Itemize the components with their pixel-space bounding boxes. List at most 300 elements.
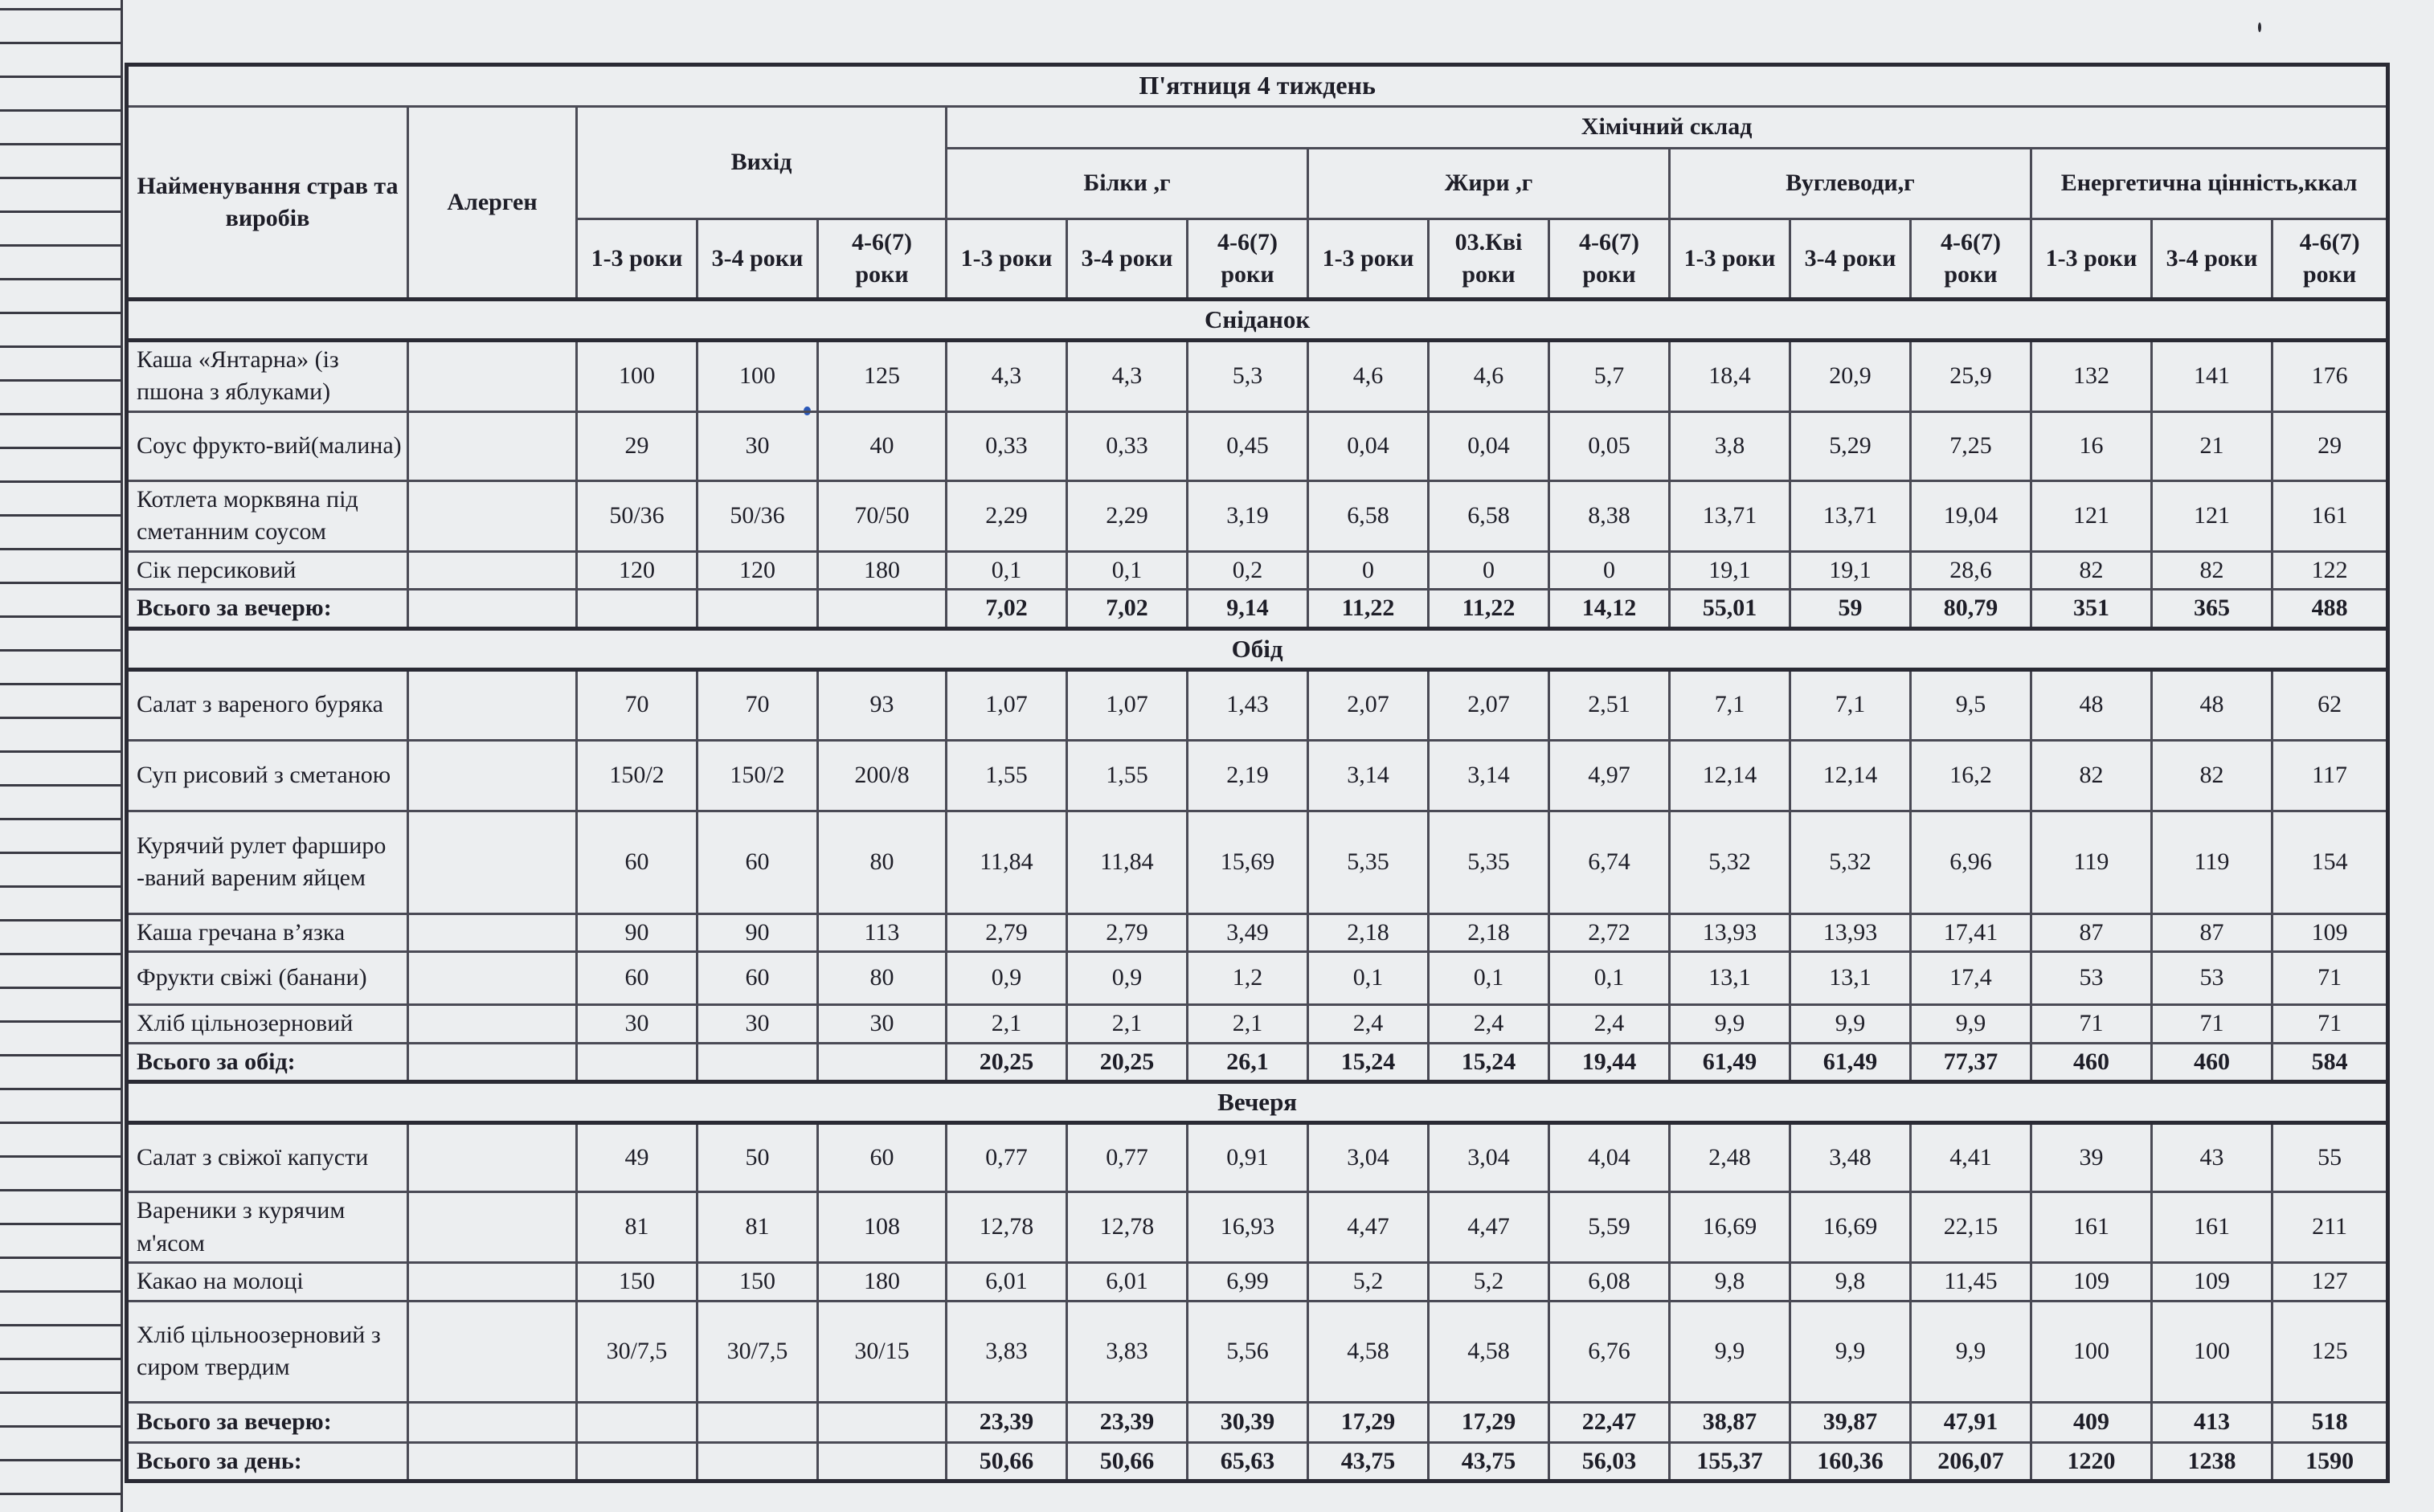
dish-value: 180	[818, 551, 947, 590]
dish-value: 0,1	[1067, 551, 1188, 590]
dish-value: 12,78	[947, 1192, 1067, 1263]
carbs-header: Вуглеводи,г	[1670, 149, 2031, 219]
dish-value: 6,58	[1429, 480, 1549, 551]
binder-line	[0, 244, 121, 247]
dish-value: 7,1	[1670, 669, 1790, 740]
total-value	[818, 590, 947, 629]
dish-value: 5,35	[1308, 811, 1429, 913]
dish-allergen	[408, 1192, 577, 1263]
total-value: 7,02	[947, 590, 1067, 629]
dish-value: 2,4	[1429, 1005, 1549, 1044]
dish-row	[127, 740, 2388, 811]
dish-value: 5,2	[1429, 1263, 1549, 1302]
dish-value: 16,93	[1188, 1192, 1308, 1263]
dish-name: Соус фрукто-вий(малина)	[127, 411, 408, 480]
binder-line	[0, 345, 121, 348]
dish-value: 6,96	[1911, 811, 2031, 913]
dish-value: 0,05	[1549, 411, 1670, 480]
dish-value: 0,77	[1067, 1123, 1188, 1192]
dish-row	[127, 411, 2388, 480]
section-total-row	[127, 1402, 2388, 1442]
total-value	[697, 1043, 818, 1082]
dish-value: 30	[697, 411, 818, 480]
dish-value: 16	[2031, 411, 2152, 480]
binder-line	[0, 514, 121, 517]
dish-value: 71	[2272, 952, 2388, 1005]
total-value: 22,47	[1549, 1402, 1670, 1442]
total-value: 61,49	[1670, 1043, 1790, 1082]
total-value: 17,29	[1308, 1402, 1429, 1442]
dish-allergen	[408, 913, 577, 952]
dish-value: 22,15	[1911, 1192, 2031, 1263]
dish-value: 150	[697, 1263, 818, 1302]
dish-value: 16,2	[1911, 740, 2031, 811]
dish-value: 53	[2152, 952, 2272, 1005]
dish-value: 2,07	[1429, 669, 1549, 740]
dish-value: 18,4	[1670, 340, 1790, 411]
total-value: 47,91	[1911, 1402, 2031, 1442]
binder-line	[0, 1223, 121, 1225]
dish-value: 60	[577, 811, 697, 913]
binder-line	[0, 582, 121, 584]
binder-line	[0, 1088, 121, 1090]
menu-body	[127, 65, 2388, 1481]
dish-name: Вареники з курячим м'ясом	[127, 1192, 408, 1263]
fats-header: Жири ,г	[1308, 149, 1670, 219]
day-total-value: 50,66	[1067, 1442, 1188, 1481]
dish-value: 30	[818, 1005, 947, 1044]
binder-line	[0, 1290, 121, 1293]
dish-value: 121	[2031, 480, 2152, 551]
dish-value: 4,04	[1549, 1123, 1670, 1192]
dish-row	[127, 1192, 2388, 1263]
dish-value: 9,9	[1670, 1301, 1790, 1402]
total-value	[818, 1043, 947, 1082]
dish-value: 4,6	[1308, 340, 1429, 411]
dish-value: 30/7,5	[697, 1301, 818, 1402]
dish-value: 109	[2031, 1263, 2152, 1302]
dish-value: 60	[577, 952, 697, 1005]
dish-value: 5,32	[1670, 811, 1790, 913]
dish-value: 82	[2152, 740, 2272, 811]
dish-value: 4,47	[1308, 1192, 1429, 1263]
dish-value: 30/7,5	[577, 1301, 697, 1402]
dish-value: 60	[818, 1123, 947, 1192]
binder-line	[0, 143, 121, 145]
dish-value: 200/8	[818, 740, 947, 811]
binder-line	[0, 42, 121, 44]
dish-value: 43	[2152, 1123, 2272, 1192]
dish-value: 11,84	[947, 811, 1067, 913]
dish-value: 19,04	[1911, 480, 2031, 551]
dish-value: 87	[2031, 913, 2152, 952]
binder-line	[0, 750, 121, 753]
binder-line	[0, 1020, 121, 1023]
dish-value: 6,01	[947, 1263, 1067, 1302]
ink-speck	[2258, 22, 2261, 32]
dish-allergen	[408, 1301, 577, 1402]
dish-value: 53	[2031, 952, 2152, 1005]
dish-value: 2,79	[947, 913, 1067, 952]
dish-value: 71	[2272, 1005, 2388, 1044]
dish-value: 4,58	[1429, 1301, 1549, 1402]
dish-value: 11,45	[1911, 1263, 2031, 1302]
header-row-1	[127, 107, 2388, 149]
dish-value: 21	[2152, 411, 2272, 480]
total-value: 61,49	[1790, 1043, 1911, 1082]
binder-line	[0, 1459, 121, 1461]
binder-line	[0, 447, 121, 449]
age-header: 3-4 роки	[1067, 219, 1188, 300]
dish-value: 2,29	[1067, 480, 1188, 551]
dish-value: 119	[2031, 811, 2152, 913]
dish-value: 0,91	[1188, 1123, 1308, 1192]
dish-name: Сік персиковий	[127, 551, 408, 590]
dish-name: Хліб цільнозерновий	[127, 1005, 408, 1044]
dish-value: 5,35	[1429, 811, 1549, 913]
dish-value: 81	[577, 1192, 697, 1263]
binder-line	[0, 8, 121, 10]
dish-value: 5,59	[1549, 1192, 1670, 1263]
dish-name: Курячий рулет фарширо -ваний вареним яйцем	[127, 811, 408, 913]
dish-value: 150/2	[577, 740, 697, 811]
dish-value: 9,9	[1790, 1301, 1911, 1402]
dish-allergen	[408, 1005, 577, 1044]
dish-value: 125	[2272, 1301, 2388, 1402]
dish-value: 70	[577, 669, 697, 740]
dish-value: 108	[818, 1192, 947, 1263]
dish-value: 0,1	[1549, 952, 1670, 1005]
dish-value: 0,45	[1188, 411, 1308, 480]
binder-line	[0, 1324, 121, 1326]
day-total-value: 1590	[2272, 1442, 2388, 1481]
dish-row	[127, 913, 2388, 952]
age-header: 3-4 роки	[2152, 219, 2272, 300]
dish-value: 16,69	[1670, 1192, 1790, 1263]
dish-row	[127, 1301, 2388, 1402]
dish-value: 6,08	[1549, 1263, 1670, 1302]
dish-name: Хліб цільноозерновий з сиром твердим	[127, 1301, 408, 1402]
dish-value: 17,4	[1911, 952, 2031, 1005]
dish-value: 5,2	[1308, 1263, 1429, 1302]
day-total-value: 65,63	[1188, 1442, 1308, 1481]
dish-value: 0,04	[1429, 411, 1549, 480]
dish-value: 4,97	[1549, 740, 1670, 811]
total-value: 460	[2152, 1043, 2272, 1082]
dish-value: 180	[818, 1263, 947, 1302]
dish-value: 1,43	[1188, 669, 1308, 740]
day-total-value	[818, 1442, 947, 1481]
dish-value: 1,07	[947, 669, 1067, 740]
dish-value: 6,01	[1067, 1263, 1188, 1302]
binder-line	[0, 548, 121, 550]
dish-value: 62	[2272, 669, 2388, 740]
age-header: 1-3 роки	[947, 219, 1067, 300]
dish-value: 113	[818, 913, 947, 952]
binder-line	[0, 413, 121, 415]
age-header: 4-6(7) роки	[818, 219, 947, 300]
total-allergen	[408, 1402, 577, 1442]
total-value: 30,39	[1188, 1402, 1308, 1442]
dish-value: 13,93	[1790, 913, 1911, 952]
dish-value: 4,41	[1911, 1123, 2031, 1192]
output-header: Вихід	[577, 107, 947, 219]
binder-line	[0, 312, 121, 314]
dish-value: 90	[697, 913, 818, 952]
total-value: 11,22	[1308, 590, 1429, 629]
total-value: 15,24	[1429, 1043, 1549, 1082]
dish-value: 154	[2272, 811, 2388, 913]
dish-value: 3,83	[1067, 1301, 1188, 1402]
dish-value: 2,1	[947, 1005, 1067, 1044]
binder-line	[0, 919, 121, 922]
total-value: 518	[2272, 1402, 2388, 1442]
dish-allergen	[408, 551, 577, 590]
dish-value: 6,74	[1549, 811, 1670, 913]
dish-value: 60	[697, 811, 818, 913]
dish-value: 0,33	[1067, 411, 1188, 480]
dish-value: 1,55	[1067, 740, 1188, 811]
total-value: 20,25	[1067, 1043, 1188, 1082]
binder-line	[0, 615, 121, 618]
dish-value: 80	[818, 952, 947, 1005]
dish-value: 109	[2272, 913, 2388, 952]
dish-value: 2,4	[1308, 1005, 1429, 1044]
dish-value: 19,1	[1670, 551, 1790, 590]
dish-value: 2,07	[1308, 669, 1429, 740]
section-title: Сніданок	[127, 300, 2388, 341]
dish-allergen	[408, 411, 577, 480]
dish-name: Салат з вареного буряка	[127, 669, 408, 740]
total-value	[697, 1402, 818, 1442]
total-value	[697, 590, 818, 629]
dish-value: 7,1	[1790, 669, 1911, 740]
dish-value: 90	[577, 913, 697, 952]
binder-line	[0, 683, 121, 685]
age-header: 1-3 роки	[1670, 219, 1790, 300]
age-header: 1-3 роки	[2031, 219, 2152, 300]
dish-row	[127, 340, 2388, 411]
age-header: 4-6(7) роки	[2272, 219, 2388, 300]
binder-line	[0, 885, 121, 888]
total-value: 23,39	[1067, 1402, 1188, 1442]
dish-value: 3,48	[1790, 1123, 1911, 1192]
dish-row	[127, 1005, 2388, 1044]
total-value: 38,87	[1670, 1402, 1790, 1442]
day-total-value: 50,66	[947, 1442, 1067, 1481]
dish-value: 16,69	[1790, 1192, 1911, 1263]
dish-value: 50/36	[697, 480, 818, 551]
dish-value: 29	[577, 411, 697, 480]
section-title: Обід	[127, 628, 2388, 669]
dish-value: 0,04	[1308, 411, 1429, 480]
dish-value: 2,1	[1067, 1005, 1188, 1044]
total-value	[577, 1402, 697, 1442]
dish-value: 15,69	[1188, 811, 1308, 913]
dish-value: 9,9	[1911, 1301, 2031, 1402]
dish-name: Каша гречана в’язка	[127, 913, 408, 952]
dish-allergen	[408, 669, 577, 740]
dish-value: 8,38	[1549, 480, 1670, 551]
dish-value: 20,9	[1790, 340, 1911, 411]
dish-value: 82	[2152, 551, 2272, 590]
dish-name: Каша «Янтарна» (із пшона з яблуками)	[127, 340, 408, 411]
section-total-row	[127, 590, 2388, 629]
total-value: 7,02	[1067, 590, 1188, 629]
dish-value: 141	[2152, 340, 2272, 411]
binder-line	[0, 109, 121, 112]
dish-allergen	[408, 740, 577, 811]
dish-value: 122	[2272, 551, 2388, 590]
dish-value: 150	[577, 1263, 697, 1302]
total-label: Всього за обід:	[127, 1043, 408, 1082]
day-total-value: 56,03	[1549, 1442, 1670, 1481]
dish-value: 6,99	[1188, 1263, 1308, 1302]
dish-name: Салат з свіжої капусти	[127, 1123, 408, 1192]
dish-value: 2,72	[1549, 913, 1670, 952]
dish-value: 3,19	[1188, 480, 1308, 551]
total-value: 14,12	[1549, 590, 1670, 629]
total-value	[577, 590, 697, 629]
dish-value: 3,83	[947, 1301, 1067, 1402]
dish-value: 5,32	[1790, 811, 1911, 913]
dish-value: 119	[2152, 811, 2272, 913]
total-label: Всього за вечерю:	[127, 1402, 408, 1442]
dish-value: 17,41	[1911, 913, 2031, 952]
dish-value: 12,14	[1670, 740, 1790, 811]
total-value: 39,87	[1790, 1402, 1911, 1442]
day-total-value: 160,36	[1790, 1442, 1911, 1481]
dish-value: 3,49	[1188, 913, 1308, 952]
total-value: 55,01	[1670, 590, 1790, 629]
dish-value: 0,33	[947, 411, 1067, 480]
day-total-value: 155,37	[1670, 1442, 1790, 1481]
total-value: 11,22	[1429, 590, 1549, 629]
binder-line	[0, 1391, 121, 1394]
dish-value: 4,3	[947, 340, 1067, 411]
proteins-header: Білки ,г	[947, 149, 1308, 219]
day-total-value: 43,75	[1308, 1442, 1429, 1481]
menu-table	[125, 63, 2390, 1483]
binder-line	[0, 818, 121, 820]
dish-name: Фрукти свіжі (банани)	[127, 952, 408, 1005]
dish-value: 0,1	[1429, 952, 1549, 1005]
total-value: 351	[2031, 590, 2152, 629]
dish-value: 127	[2272, 1263, 2388, 1302]
age-header: 3-4 роки	[1790, 219, 1911, 300]
binder-line	[0, 1257, 121, 1259]
dish-value: 71	[2031, 1005, 2152, 1044]
dish-value: 9,9	[1790, 1005, 1911, 1044]
dish-value: 19,1	[1790, 551, 1911, 590]
dish-name: Суп рисовий з сметаною	[127, 740, 408, 811]
dish-value: 13,93	[1670, 913, 1790, 952]
binder-line	[0, 379, 121, 382]
dish-row	[127, 952, 2388, 1005]
dish-value: 6,58	[1308, 480, 1429, 551]
age-header: 4-6(7) роки	[1911, 219, 2031, 300]
allergen-header: Алерген	[408, 107, 577, 300]
binder-line	[0, 1493, 121, 1495]
dish-value: 29	[2272, 411, 2388, 480]
day-total-value	[697, 1442, 818, 1481]
dish-value: 5,7	[1549, 340, 1670, 411]
dish-value: 0,77	[947, 1123, 1067, 1192]
dish-value: 2,19	[1188, 740, 1308, 811]
age-header: 4-6(7) роки	[1549, 219, 1670, 300]
dish-value: 0,9	[1067, 952, 1188, 1005]
dish-value: 100	[697, 340, 818, 411]
day-total-allergen	[408, 1442, 577, 1481]
age-header: 4-6(7) роки	[1188, 219, 1308, 300]
binder-line	[0, 1189, 121, 1191]
total-value: 15,24	[1308, 1043, 1429, 1082]
binder-line	[0, 649, 121, 652]
binder-line	[0, 278, 121, 280]
dish-value: 50/36	[577, 480, 697, 551]
dish-name: Какао на молоці	[127, 1263, 408, 1302]
dish-value: 3,14	[1308, 740, 1429, 811]
day-total-value: 43,75	[1429, 1442, 1549, 1481]
binder-line	[0, 784, 121, 787]
title-row	[127, 65, 2388, 107]
dish-value: 40	[818, 411, 947, 480]
dish-value: 2,29	[947, 480, 1067, 551]
day-total-value: 1220	[2031, 1442, 2152, 1481]
dish-value: 150/2	[697, 740, 818, 811]
energy-header: Енергетична цінність,ккал	[2031, 149, 2388, 219]
binder-line	[0, 1358, 121, 1360]
dish-value: 30/15	[818, 1301, 947, 1402]
dish-value: 100	[2152, 1301, 2272, 1402]
total-value: 584	[2272, 1043, 2388, 1082]
total-value: 19,44	[1549, 1043, 1670, 1082]
dish-value: 2,1	[1188, 1005, 1308, 1044]
dish-value: 6,76	[1549, 1301, 1670, 1402]
dish-value: 55	[2272, 1123, 2388, 1192]
total-value: 59	[1790, 590, 1911, 629]
dish-value: 11,84	[1067, 811, 1188, 913]
dish-value: 117	[2272, 740, 2388, 811]
dish-value: 30	[697, 1005, 818, 1044]
dish-row	[127, 1263, 2388, 1302]
dish-value: 25,9	[1911, 340, 2031, 411]
dish-value: 9,9	[1670, 1005, 1790, 1044]
age-header: 1-3 роки	[577, 219, 697, 300]
day-total-value: 1238	[2152, 1442, 2272, 1481]
dish-value: 93	[818, 669, 947, 740]
dish-allergen	[408, 811, 577, 913]
day-total-value	[577, 1442, 697, 1481]
dish-value: 49	[577, 1123, 697, 1192]
total-value: 26,1	[1188, 1043, 1308, 1082]
binder-strip	[0, 0, 123, 1512]
dish-value: 100	[2031, 1301, 2152, 1402]
dish-value: 3,14	[1429, 740, 1549, 811]
total-value: 460	[2031, 1043, 2152, 1082]
dish-value: 121	[2152, 480, 2272, 551]
dish-value: 48	[2152, 669, 2272, 740]
dish-value: 71	[2152, 1005, 2272, 1044]
dish-value: 28,6	[1911, 551, 2031, 590]
dish-value: 2,79	[1067, 913, 1188, 952]
total-value	[577, 1043, 697, 1082]
dish-value: 1,07	[1067, 669, 1188, 740]
dish-value: 4,58	[1308, 1301, 1429, 1402]
dish-value: 70/50	[818, 480, 947, 551]
day-total-label: Всього за день:	[127, 1442, 408, 1481]
dish-row	[127, 811, 2388, 913]
